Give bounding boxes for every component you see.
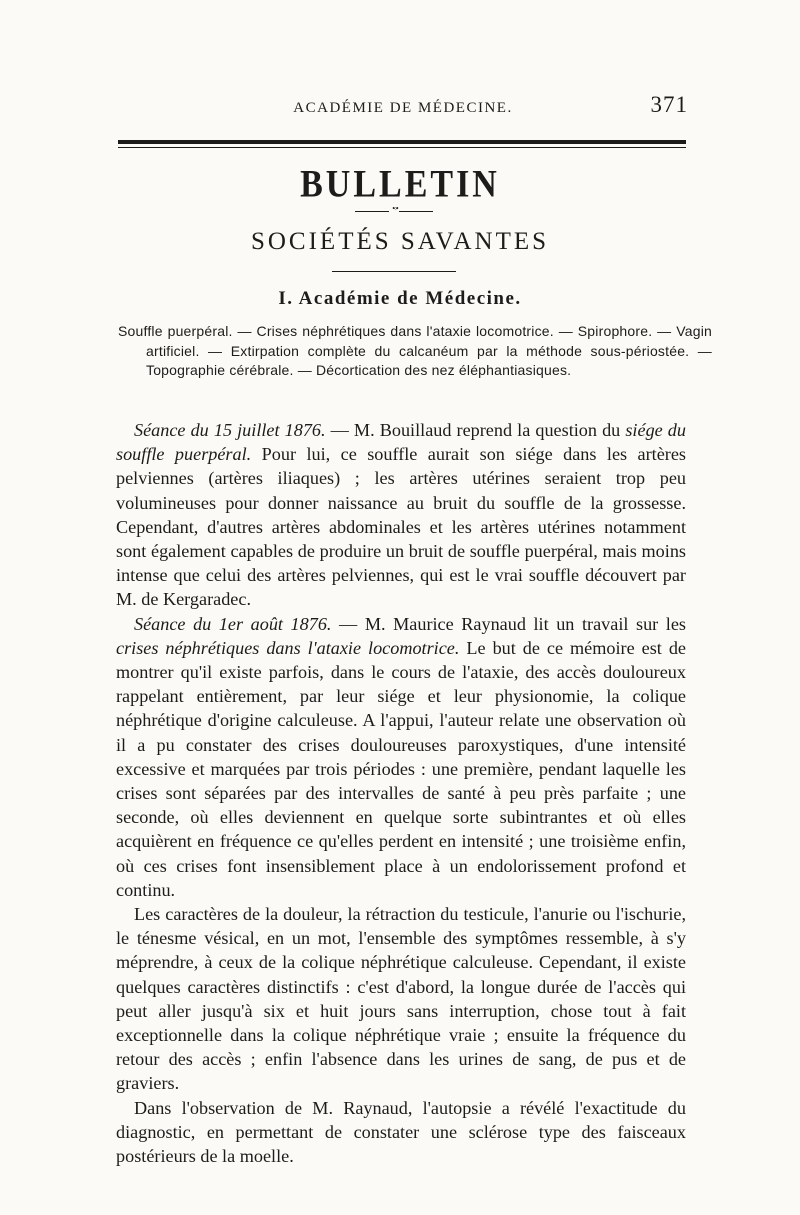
ornament-dots: •◦• xyxy=(392,204,398,213)
paragraph-1-text-a: — M. Bouillaud reprend la question du xyxy=(325,420,626,440)
session-date-1: Séance du 15 juillet 1876. xyxy=(134,420,326,440)
bulletin-title: BULLETIN xyxy=(300,163,500,206)
topic-souffle: siége du souffle puerpéral. xyxy=(116,420,686,465)
paragraph-1 xyxy=(116,418,686,612)
paragraph-2-text-b: Le but de ce mémoire est de montrer qu'il existe parfois, dans le cours de l'ataxie, des accès douloureux rappelant entièrement, par leur siége et leur physionomie, la colique néphrétique d'origine calculeuse. A l'appui, l'auteur relate une observation où il a pu constater des crises douloureuses paroxystiques, d'une intensité excessive et marquées par trois périodes : une première, pendant laquelle les crises sont séparées par des intervalles de santé à peu près parfaite ; une seconde, où elles deviennent en quelque sorte subintrantes et où elles acquièrent en fréquence ce qu'elles perdent en intensité ; une troisième enfin, où ces crises font insensiblement place à un endolorissement profond et continu. xyxy=(116,637,686,900)
paragraph-3: Les caractères de la douleur, la rétraction du testicule, l'anurie ou l'ischurie, le ténesme vésical, en un mot, l'ensemble des symptômes ressemble, à s'y méprendre, à ceux de la colique néphrétique calculeuse. Cependant, il existe quelques caractères distinctifs : c'est d'abord, la longue durée de l'accès qui peut aller jusqu'à six et huit jours sans interruption, chose tout à fait exceptionnelle dans la colique néphrétique vraie ; ensuite la fréquence du retour des accès ; enfin l'absence dans les urines de sang, de pus et de graviers. xyxy=(116,904,686,1094)
session-date-2: Séance du 1er août 1876. xyxy=(134,613,332,634)
running-title: ACADÉMIE DE MÉDECINE. xyxy=(293,100,513,116)
article-body xyxy=(116,418,686,1168)
running-head xyxy=(118,92,688,124)
paragraph-1-text-b: Pour lui, ce souffle aurait son siége dans les artères pelviennes (artères iliaques) ; les artères utérines seraient trop peu volumineuses pour donner naissance au bruit du souffle de la grossesse. Cependant, d'autres artères abdominales et les artères utérines notamment sont également capables de produire un bruit de souffle puerpéral, mais moins intense que celui des artères pelviennes, qui est le vrai souffle découvert par M. de Kergaradec. xyxy=(116,444,687,610)
ornament-line-right xyxy=(399,211,433,212)
societes-savantes-heading: SOCIÉTÉS SAVANTES xyxy=(250,228,550,255)
page-number: 371 xyxy=(650,92,688,117)
section-rule xyxy=(332,271,456,272)
paragraph-2-text-a: — M. Maurice Raynaud lit un travail sur les xyxy=(331,613,687,634)
paragraph-4: Dans l'observation de M. Raynaud, l'autopsie a révélé l'exactitude du diagnostic, en permettant de constater une sclérose type des faisceaux postérieurs de la moelle. xyxy=(116,1097,686,1167)
academie-heading: I. Académie de Médecine. xyxy=(278,288,522,309)
ornament-line-left xyxy=(355,211,389,212)
header-rule-thick xyxy=(118,140,686,144)
section-summary: Souffle puerpéral. — Crises néphrétiques dans l'ataxie locomotrice. — Spirophore. — Vagin artificiel. — Extirpation complète du calcanéum par la méthode sous-périostée. — Topographie cérébrale. — Décortication des nez éléphantiasiques. xyxy=(118,323,712,378)
header-rule-thin xyxy=(118,147,686,148)
topic-crises: crises néphrétiques dans l'ataxie locomotrice. xyxy=(116,637,460,658)
title-ornament xyxy=(355,204,433,216)
paragraph-2 xyxy=(116,612,686,902)
